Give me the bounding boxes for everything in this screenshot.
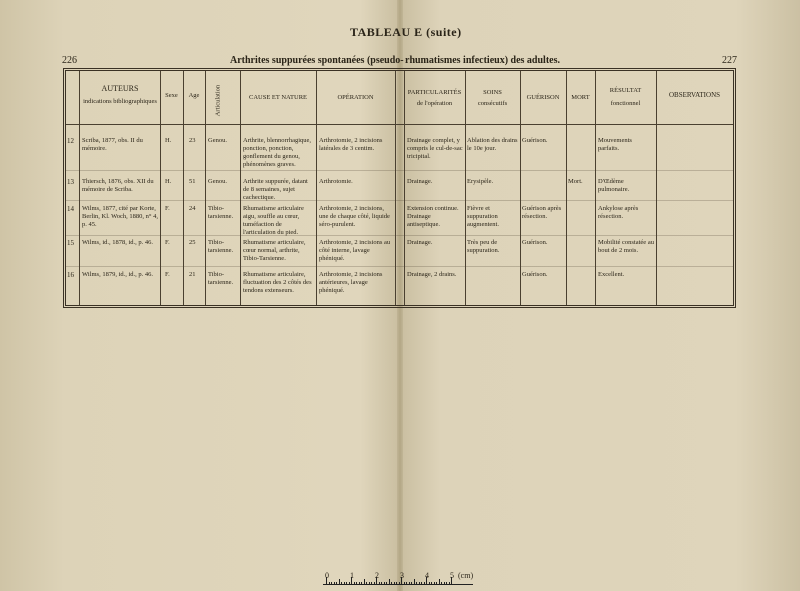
ruler-tick [396, 582, 397, 585]
row-auteurs: Wilms, id., 1878, id., p. 46. [82, 239, 154, 246]
col-divider [79, 71, 80, 305]
col-header-particularites: PARTICULARITÉS [407, 89, 462, 96]
scale-label-1: 1 [350, 571, 354, 580]
ruler-tick [374, 582, 375, 585]
col-header-mort: MORT [571, 94, 590, 101]
ruler-tick [414, 579, 415, 585]
ruler-tick [359, 582, 360, 585]
ruler-tick [346, 582, 347, 585]
ruler-tick [339, 579, 340, 585]
row-sexe: F. [165, 271, 170, 278]
col-header-resultat: RÉSULTAT [609, 87, 642, 94]
row-resultat: Ankylose après résection. [598, 205, 639, 221]
row-auteurs: Scriba, 1877, obs. II du mémoire. [82, 137, 143, 153]
row-articulation: Genou. [208, 178, 227, 185]
scale-label-3: 3 [400, 571, 404, 580]
ruler-tick [379, 582, 380, 585]
row-resultat: D'Œdème pulmonaire. [598, 178, 630, 194]
row-guerison: Guérison après résection. [522, 205, 562, 221]
row-resultat: Mouvements parfaits. [598, 137, 632, 153]
row-operation: Arthrotomie. [319, 178, 353, 185]
row-sexe: F. [165, 239, 170, 246]
row-cause: Rhumatisme articulaire, cœur normal, arthrite, Tibio-Tarsienne. [243, 239, 306, 263]
row-separator [66, 170, 733, 171]
row-separator [66, 235, 733, 236]
row-operation: Arthrotomie, 2 incisions antérieures, lavage phéniqué. [319, 271, 383, 295]
ruler-tick [349, 582, 350, 585]
row-cause: Rhumatisme articulaire aigu, souffle au cœur, tuméfaction de l'articulation du pied. [243, 205, 304, 237]
ruler-tick [404, 582, 405, 585]
row-soins: Très peu de suppuration. [467, 239, 500, 255]
ruler-tick [444, 582, 445, 585]
ruler-tick [446, 582, 447, 585]
col-divider [160, 71, 161, 305]
col-header-resultat-sub: fonctionnel [610, 100, 641, 107]
ruler-tick [391, 582, 392, 585]
col-header-sexe: Sexe [165, 92, 178, 99]
ruler-tick [364, 579, 365, 585]
row-soins: Ablation des drains le 10e jour. [467, 137, 518, 153]
scale-label-2: 2 [375, 571, 379, 580]
row-number: 12 [67, 137, 74, 145]
row-particularites: Extension continue. Drainage antiseptique. [407, 205, 459, 229]
row-age: 51 [189, 178, 196, 185]
ruler-tick [341, 582, 342, 585]
row-guerison: Guérison. [522, 137, 548, 144]
row-sexe: F. [165, 205, 170, 212]
ruler-tick [366, 582, 367, 585]
ruler-tick [369, 582, 370, 585]
row-particularites: Drainage, 2 drains. [407, 271, 457, 278]
scale-label-4: 4 [425, 571, 429, 580]
row-articulation: Tibio-tarsienne. [208, 205, 234, 221]
row-particularites: Drainage complet, y compris le cul-de-sac tricipital. [407, 137, 463, 161]
col-divider [240, 71, 241, 305]
row-soins: Fièvre et suppuration augmentent. [467, 205, 499, 229]
col-header-soins-sub: consécutifs [477, 100, 508, 107]
row-sexe: H. [165, 137, 172, 144]
row-number: 14 [67, 205, 74, 213]
right-page-number: 227 [722, 55, 737, 66]
row-auteurs: Thiersch, 1876, obs. XII du mémoire de Scriba. [82, 178, 154, 194]
col-divider [395, 71, 396, 305]
col-header-observations: OBSERVATIONS [668, 91, 721, 99]
col-header-soins: SOINS [483, 89, 502, 96]
col-divider [183, 71, 184, 305]
ruler-tick [329, 582, 330, 585]
ruler-tick [429, 582, 430, 585]
row-articulation: Genou. [208, 137, 227, 144]
ruler-tick [424, 582, 425, 585]
row-auteurs: Wilms, 1877, cité par Korte, Berlin, Kl. Woch, 1880, n° 4, p. 45. [82, 205, 158, 229]
col-divider [520, 71, 521, 305]
row-number: 15 [67, 239, 74, 247]
row-particularites: Drainage. [407, 178, 433, 185]
row-number: 13 [67, 178, 74, 186]
ruler-tick [344, 582, 345, 585]
ruler-tick [441, 582, 442, 585]
col-divider [566, 71, 567, 305]
row-resultat: Mobilité constatée au bout de 2 mois. [598, 239, 654, 255]
row-articulation: Tibio-tarsienne. [208, 239, 234, 255]
row-operation: Arthrotomie, 2 incisions, une de chaque côté, liquide séro-purulent. [319, 205, 390, 229]
col-divider [205, 71, 206, 305]
row-age: 25 [189, 239, 196, 246]
row-soins: Erysipèle. [467, 178, 494, 185]
ruler-tick [384, 582, 385, 585]
ruler-tick [431, 582, 432, 585]
ruler-tick [371, 582, 372, 585]
row-separator [66, 200, 733, 201]
ruler-tick [416, 582, 417, 585]
row-mort: Mort. [568, 178, 583, 185]
ruler-tick [439, 579, 440, 585]
row-guerison: Guérison. [522, 271, 548, 278]
ruler-tick [419, 582, 420, 585]
ruler-tick [399, 582, 400, 585]
row-age: 21 [189, 271, 196, 278]
ruler-tick [394, 582, 395, 585]
row-guerison: Guérison. [522, 239, 548, 246]
ruler-tick [336, 582, 337, 585]
ruler-tick [436, 582, 437, 585]
row-articulation: Tibio-tarsienne. [208, 271, 234, 287]
left-page-number: 226 [62, 55, 77, 66]
row-sexe: H. [165, 178, 172, 185]
table-subtitle-left: Arthrites suppurées spontanées (pseudo- [230, 55, 404, 66]
scale-unit: (cm) [458, 571, 474, 580]
col-header-particularites-sub: de l'opération [416, 100, 453, 107]
col-header-articulation: Articulation [214, 84, 222, 117]
table-title: TABLEAU E (suite) [350, 25, 462, 39]
row-cause: Rhumatisme articulaire, fluctuation des 2 côtés des tendons extenseurs. [243, 271, 312, 295]
col-header-guerison: GUÉRISON [526, 94, 560, 101]
ruler-tick [381, 582, 382, 585]
row-operation: Arthrotomie, 2 incisions au côté interne, lavage phéniqué. [319, 239, 391, 263]
header-rule [66, 124, 733, 125]
row-number: 16 [67, 271, 74, 279]
row-age: 23 [189, 137, 196, 144]
ruler-tick [389, 579, 390, 585]
ruler-tick [356, 582, 357, 585]
ruler-tick [331, 582, 332, 585]
col-header-auteurs-sub: indications bibliographiques [83, 98, 157, 105]
col-header-auteurs: AUTEURS [101, 84, 139, 93]
row-auteurs: Wilms, 1879, id., id., p. 46. [82, 271, 154, 278]
row-cause: Arthrite, blennorrhagique, ponction, ponction, gonflement du genou, phénomènes graves. [243, 137, 312, 169]
ruler-tick [421, 582, 422, 585]
row-age: 24 [189, 205, 196, 212]
ruler-tick [361, 582, 362, 585]
row-operation: Arthrotomie, 2 incisions latérales de 3 centim. [319, 137, 383, 153]
ruler-tick [409, 582, 410, 585]
row-cause: Arthrite suppurée, datant de 8 semaines, sujet cachectique. [243, 178, 308, 202]
ruler-tick [411, 582, 412, 585]
ruler-tick [434, 582, 435, 585]
col-header-operation: OPÉRATION [337, 94, 374, 101]
ruler-tick [386, 582, 387, 585]
ruler-tick [334, 582, 335, 585]
col-divider [316, 71, 317, 305]
scale-label-0: 0 [325, 571, 329, 580]
row-resultat: Excellent. [598, 271, 625, 278]
row-separator [66, 266, 733, 267]
col-header-age: Age [188, 92, 200, 99]
col-header-cause: CAUSE ET NATURE [248, 94, 308, 101]
row-particularites: Drainage. [407, 239, 433, 246]
ruler-tick [354, 582, 355, 585]
ruler-tick [449, 582, 450, 585]
col-divider [656, 71, 657, 305]
table-subtitle-right: rhumatismes infectieux) des adultes. [405, 55, 560, 66]
ruler-tick [406, 582, 407, 585]
scale-label-5: 5 [450, 571, 454, 580]
